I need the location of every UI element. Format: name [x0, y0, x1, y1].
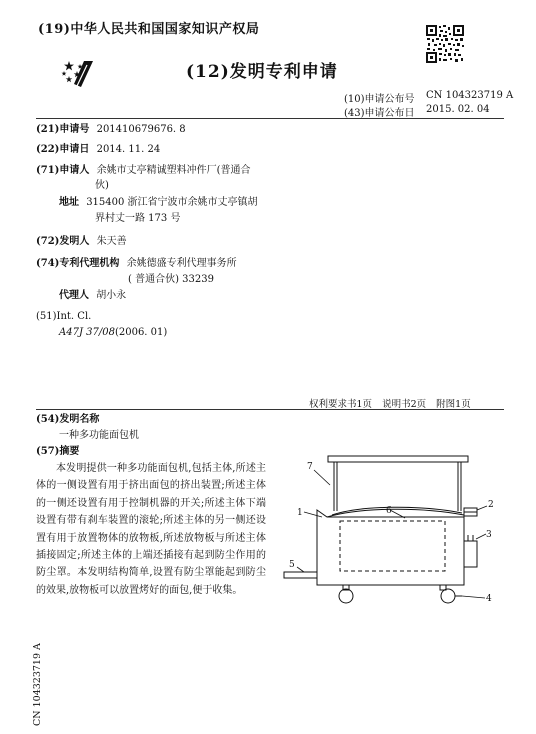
application-date: 2014. 11. 24 — [96, 144, 161, 155]
application-date-label: (22)申请日 — [36, 144, 90, 155]
agent-field — [59, 289, 126, 303]
address-label: 地址 — [59, 197, 79, 208]
main-body — [317, 507, 464, 585]
application-number: 201410679676. 8 — [96, 124, 186, 135]
description-page-count: 说明书2页 — [382, 399, 427, 410]
label-7: 7 — [307, 462, 313, 472]
int-cl-version: (2006. 01) — [114, 327, 168, 338]
abstract-label: (57)摘要 — [36, 446, 80, 457]
shelf-board — [284, 572, 317, 578]
bread-machine-drawing — [282, 455, 502, 610]
agency-label: (74)专利代理机构 — [36, 258, 120, 269]
dust-cover — [328, 456, 468, 511]
qr-code-icon — [425, 24, 465, 64]
office-emblem-icon — [60, 57, 94, 89]
label-3: 3 — [486, 530, 492, 540]
invention-title: 一种多功能面包机 — [59, 430, 139, 441]
int-cl-code: A47J 37/08 — [59, 327, 115, 338]
applicant-name-continued: 伙) — [95, 180, 109, 191]
header-divider — [36, 118, 504, 119]
applicant-field — [36, 164, 250, 178]
application-date-field — [36, 143, 160, 157]
publication-number-label: (10)申请公布号 — [344, 94, 415, 105]
inventor-field — [36, 235, 127, 249]
publication-number: CN 104323719 A — [426, 90, 514, 101]
section-divider — [36, 409, 504, 410]
abstract-paragraph: 本发明提供一种多功能面包机,包括主体,所述主体的一侧设置有用于挤出面包的挤出装置;所述主体的一侧还设置有用于控制机器的开关;所述主体下端设置有带有刹车装置的滚轮;所述主体的另一侧还设置有用于放置物体的放物板,所述放物板与所述主体插接固定;所述主体的上端还插接有起到防尘作用的防尘罩。本发明结构简单,设置有防尘罩能起到防尘的效果,放物板可以放置烤好的面包,便于收集。 — [36, 463, 266, 596]
label-5: 5 — [289, 560, 295, 570]
address-continued: 界村丈一路 173 号 — [95, 213, 181, 224]
page-count-line — [309, 396, 471, 410]
label-6: 6 — [386, 506, 392, 516]
extrusion-device — [464, 535, 477, 567]
inner-compartment — [340, 521, 445, 571]
title-label: (54)发明名称 — [36, 414, 100, 425]
drawings-page-count: 附图1页 — [436, 399, 471, 410]
application-number-label: (21)申请号 — [36, 124, 90, 135]
int-cl-label: (51)Int. Cl. — [36, 311, 92, 322]
int-cl-field — [59, 326, 167, 340]
address-field — [59, 196, 258, 210]
label-2: 2 — [488, 500, 494, 510]
claims-page-count: 权利要求书1页 — [309, 399, 373, 410]
application-number-field — [36, 123, 186, 137]
agency-name: 余姚德盛专利代理事务所 — [126, 258, 237, 269]
agent-name: 胡小永 — [96, 290, 127, 301]
wheels — [339, 585, 462, 603]
applicant-label: (71)申请人 — [36, 165, 90, 176]
office-name: (19)中华人民共和国国家知识产权局 — [38, 22, 260, 37]
publication-date: 2015. 02. 04 — [426, 104, 490, 115]
agency-name-continued: ( 普通合伙) 33239 — [128, 274, 214, 285]
address: 315400 浙江省宁波市余姚市丈亭镇胡 — [86, 197, 258, 208]
applicant-name: 余姚市丈亭精诚塑料冲件厂(普通合 — [96, 165, 251, 176]
control-switch — [464, 508, 477, 516]
side-publication-number: CN 104323719 A — [32, 643, 43, 726]
agency-field — [36, 257, 237, 271]
label-1: 1 — [297, 508, 303, 518]
document-type: (12)发明专利申请 — [186, 62, 338, 82]
inventor-name: 朱天善 — [96, 236, 127, 247]
label-4: 4 — [486, 594, 492, 604]
agent-label: 代理人 — [59, 290, 89, 301]
inventor-label: (72)发明人 — [36, 236, 90, 247]
abstract-text — [36, 460, 266, 599]
publication-date-label: (43)申请公布日 — [344, 108, 415, 119]
